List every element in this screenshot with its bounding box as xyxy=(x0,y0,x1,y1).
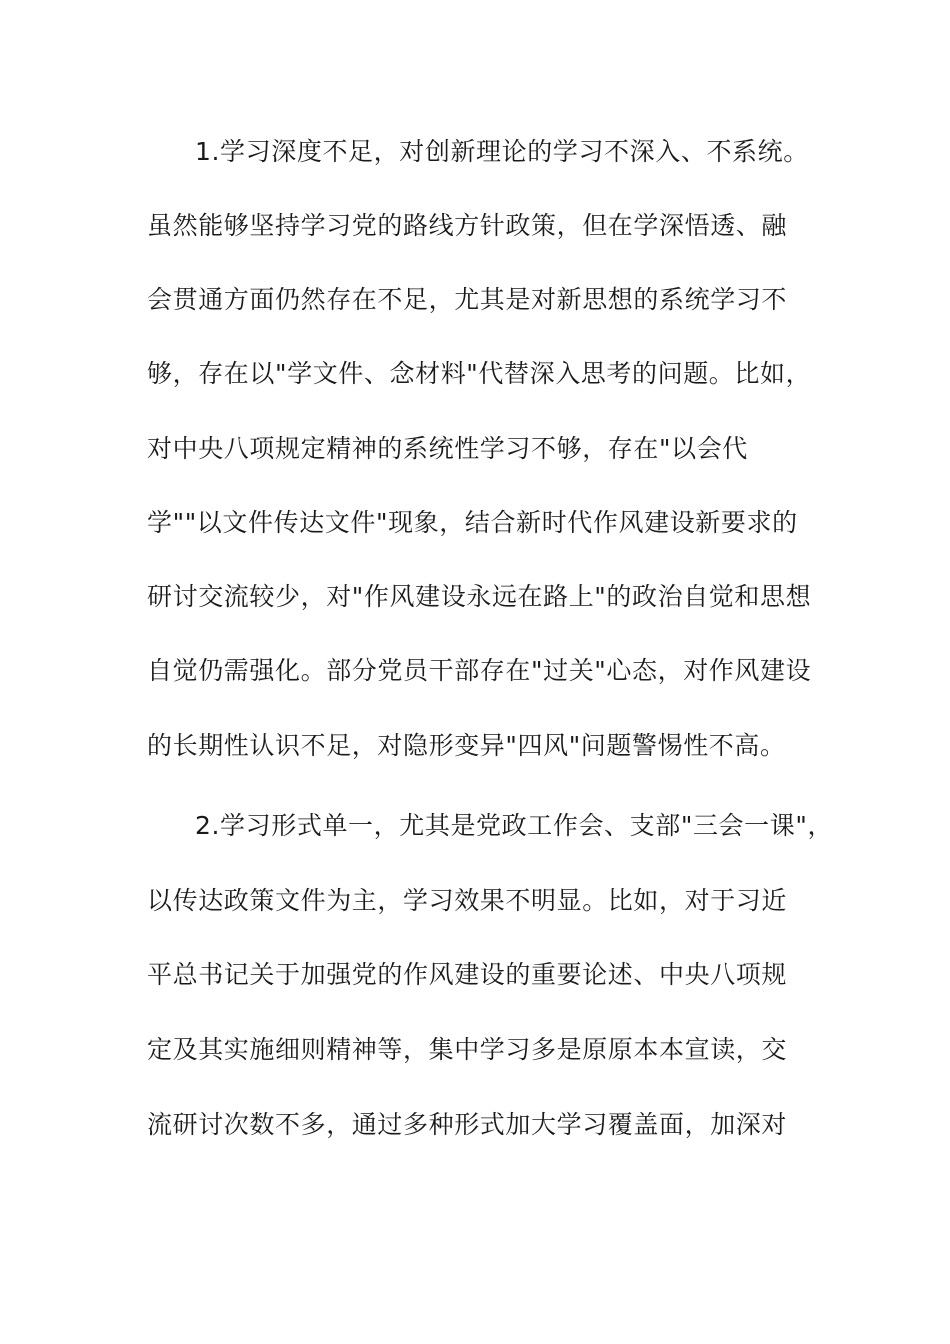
paragraph-2-line-2: 以传达政策文件为主，学习效果不明显。比如，对于习近 xyxy=(147,886,788,915)
paragraph-1-line-3: 会贯通方面仍然存在不足，尤其是对新思想的系统学习不 xyxy=(147,285,788,314)
paragraph-1-line-2: 虽然能够坚持学习党的路线方针政策，但在学深悟透、融 xyxy=(147,211,788,240)
paragraph-1-line-9: 的长期性认识不足，对隐形变异"四风"问题警惕性不高。 xyxy=(147,731,786,760)
paragraph-1-line-7: 研讨交流较少，对"作风建设永远在路上"的政治自觉和思想 xyxy=(147,582,812,611)
paragraph-1-line-6: 学""以文件传达文件"现象，结合新时代作风建设新要求的 xyxy=(147,508,798,537)
paragraph-1-line-8: 自觉仍需强化。部分党员干部存在"过关"心态，对作风建设 xyxy=(147,656,812,685)
paragraph-1-line-5: 对中央八项规定精神的系统性学习不够，存在"以会代 xyxy=(147,434,748,463)
paragraph-2-line-4: 定及其实施细则精神等，集中学习多是原原本本宣读，交 xyxy=(147,1035,788,1064)
paragraph-1-line-1: 1.学习深度不足，对创新理论的学习不深入、不系统。 xyxy=(195,137,809,166)
paragraph-2-line-1: 2.学习形式单一，尤其是党政工作会、支部"三会一课"， xyxy=(195,811,834,840)
paragraph-1-line-4: 够，存在以"学文件、念材料"代替深入思考的问题。比如， xyxy=(147,359,812,388)
paragraph-2-line-3: 平总书记关于加强党的作风建设的重要论述、中央八项规 xyxy=(147,960,788,989)
paragraph-2-line-5: 流研讨次数不多，通过多种形式加大学习覆盖面，加深对 xyxy=(147,1110,788,1139)
